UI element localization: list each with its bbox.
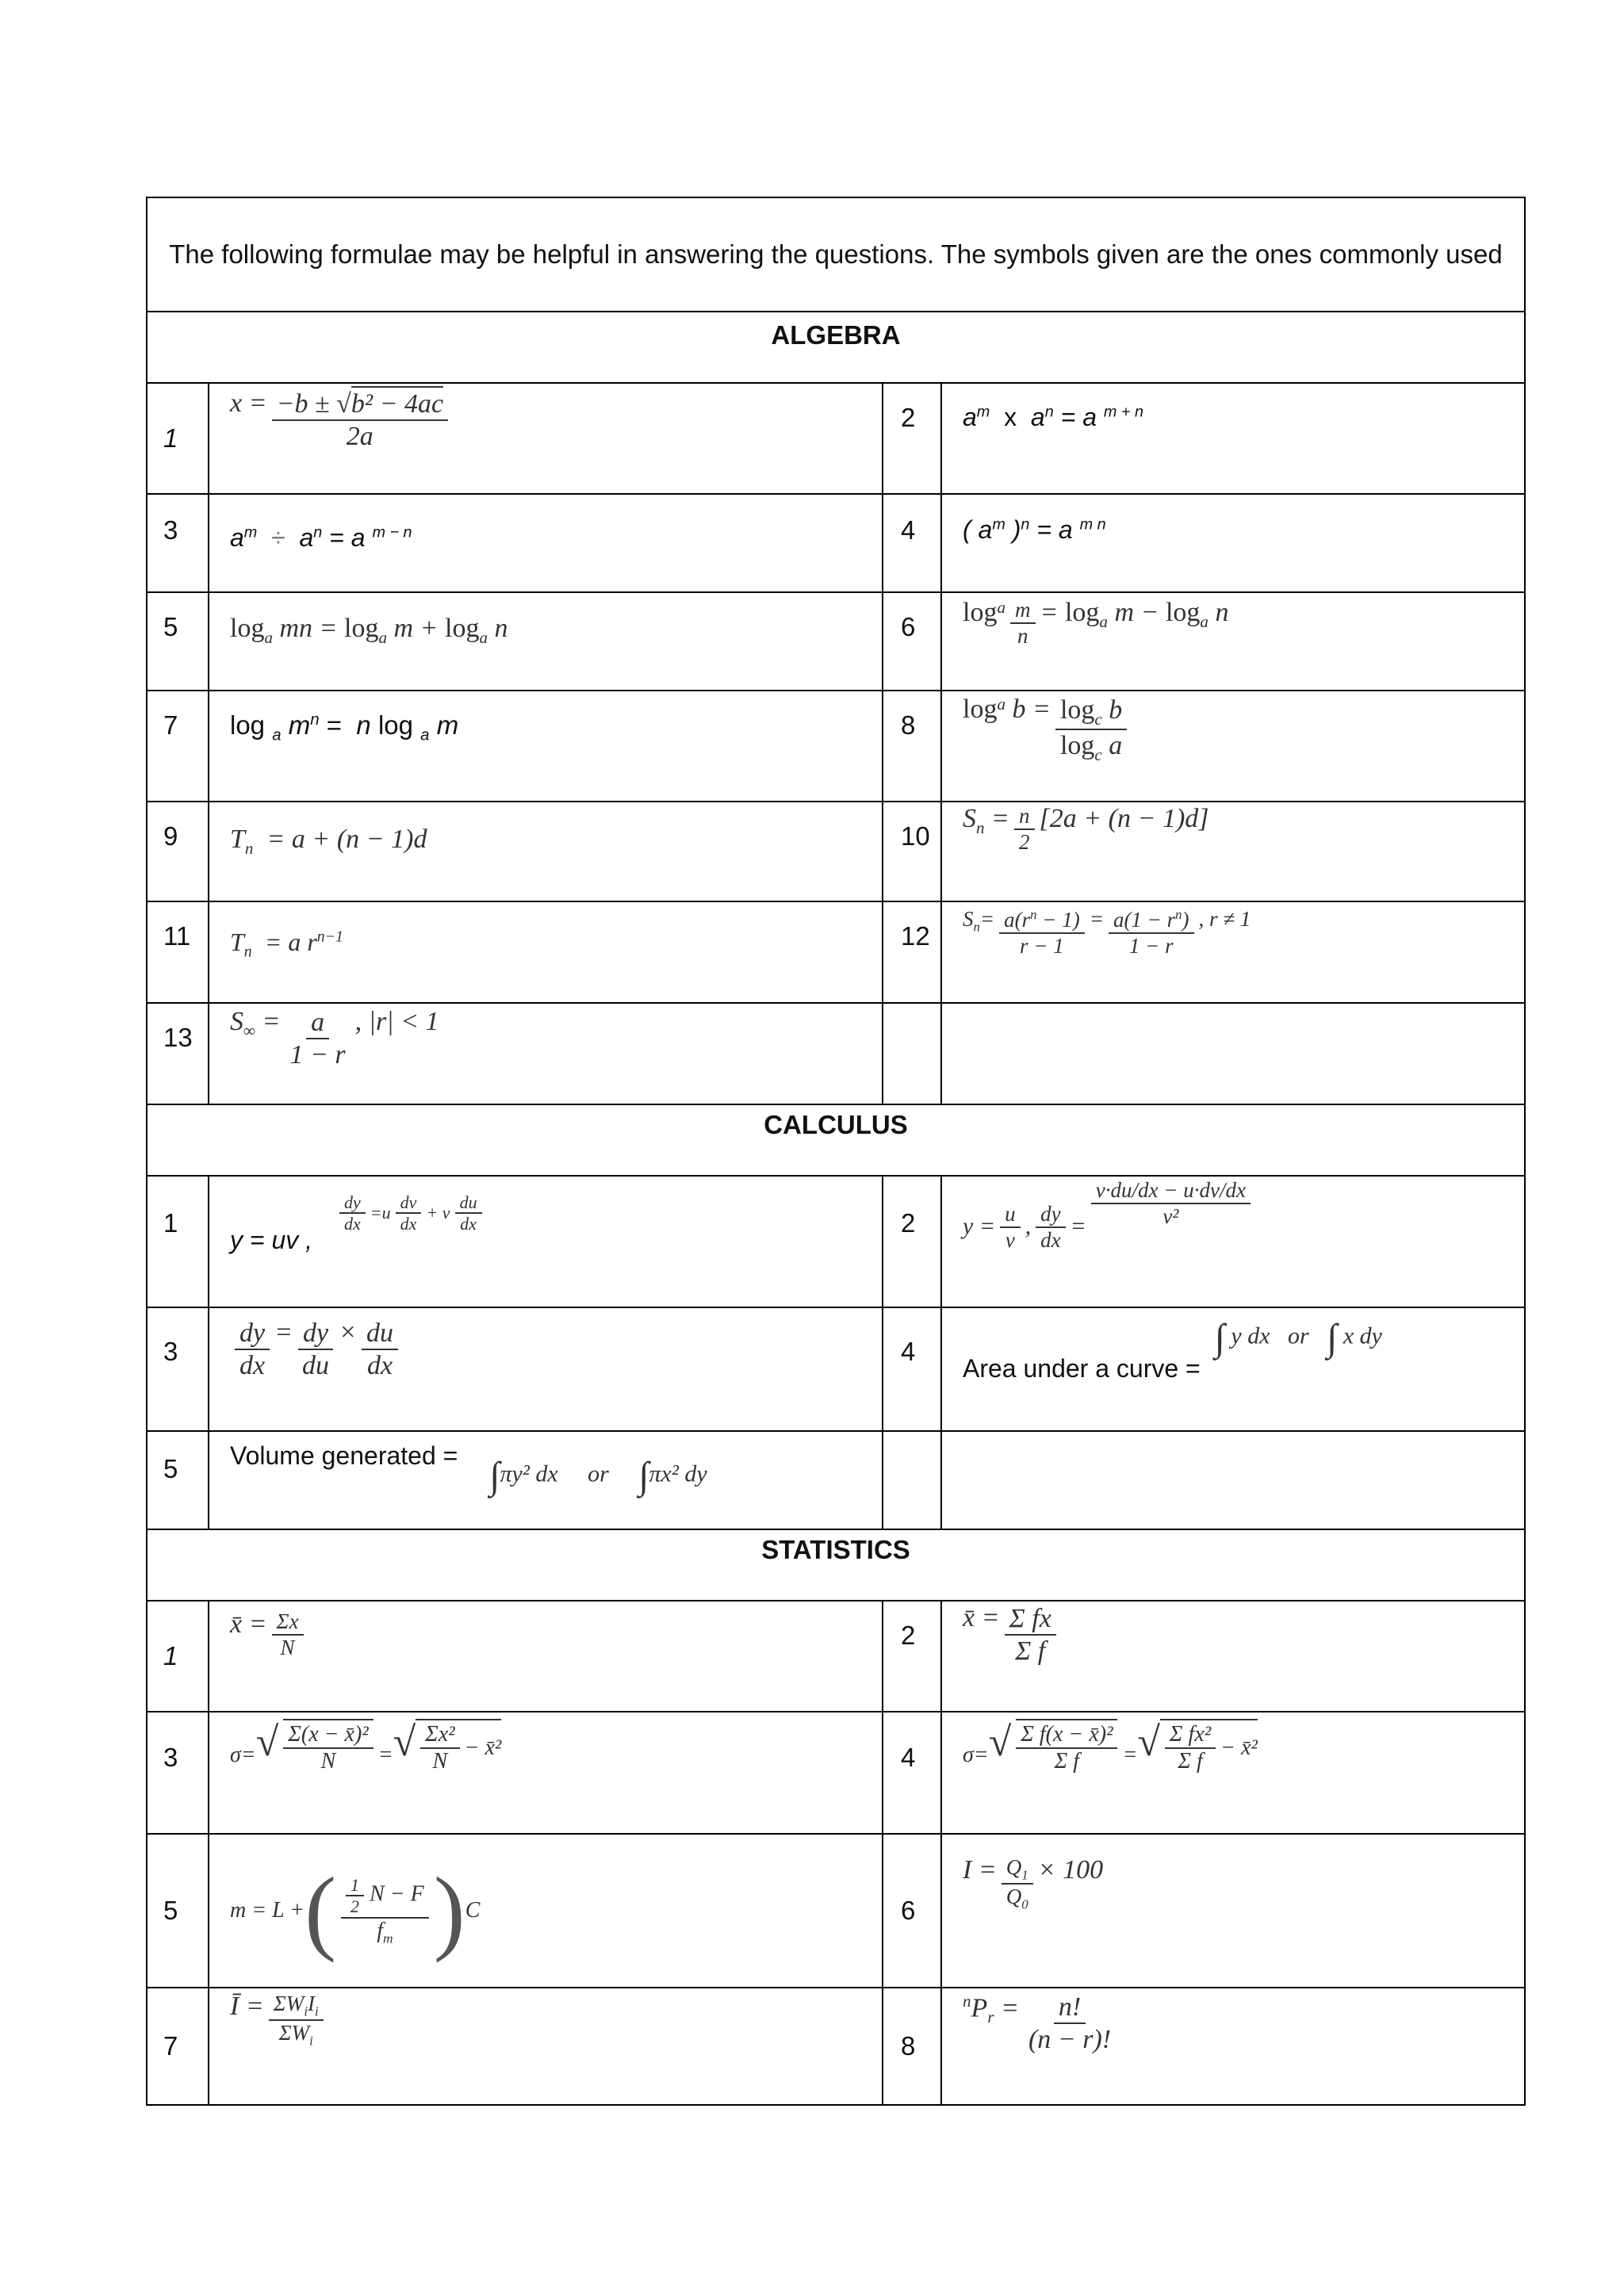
formula-index-product: $a^m$ x $a^n = a$ $^{m + n}$: [963, 403, 1144, 431]
section-heading-algebra: ALGEBRA: [771, 320, 901, 350]
section-heading-calculus: CALCULUS: [764, 1110, 908, 1139]
formula-number: 4: [901, 1743, 916, 1772]
formula-number: 7: [163, 710, 178, 740]
formula-number: 8: [901, 710, 916, 740]
formula-change-of-base: log a b = $\frac{\log_c b}{\log_c a}$: [942, 691, 1524, 801]
formula-log-product: $\log_a$ mn = $\log_a m + \log_a n$: [230, 614, 508, 647]
formula-standard-deviation: σ= √ $\frac{\text{Σ(x − x̄)²}}{N}$ = √ Σx² N − x̄²: [230, 1720, 502, 1774]
formula-number: 6: [901, 1896, 916, 1925]
formula-product-rule: y = uv , dy dx =u dv dx + v du dx: [209, 1177, 882, 1307]
formula-number: 11: [163, 921, 191, 951]
volume-label: Volume generated =: [230, 1441, 458, 1470]
section-heading-statistics: STATISTICS: [761, 1535, 910, 1564]
intro-text: The following formulae may be helpful in answering the questions. The symbols given are the ones commonly used: [169, 239, 1503, 269]
formula-ap-sum: $S_n$ = $\frac{n}{2}$ [2a + (n − 1)d]: [963, 804, 1209, 855]
formula-quadratic: x = $\frac{\text{−b ± √b² − 4ac}}{2a}$: [209, 384, 882, 493]
area-label: Area under a curve =: [963, 1354, 1201, 1383]
formula-permutation: $^nP_r$ = $\frac{n!}{(n - r)!}$: [963, 1992, 1112, 2055]
formula-gp-nth-term: $T_n = a$ $r^{n-1}$: [230, 928, 343, 961]
formula-number: 1: [163, 1641, 178, 1670]
formula-grouped-standard-deviation: σ= √ $\frac{\text{Σ f(x − x̄)²}}{\text{Σ f}}$ = √ Σ fx² Σ f − x̄²: [963, 1720, 1258, 1774]
formula-number: 12: [901, 921, 930, 951]
formula-ap-nth-term: $T_n = a + (n - 1)d$: [230, 825, 427, 858]
formula-chain-rule: dy dx = dy du × du dx: [209, 1308, 882, 1430]
formula-number: 3: [163, 515, 178, 545]
formula-number: 13: [163, 1023, 193, 1052]
formula-mean: x̄ = $\frac{\Sigma x}{N}$: [209, 1601, 882, 1711]
formula-number: 10: [901, 821, 930, 851]
formula-number: 2: [901, 403, 916, 432]
formula-volume-of-revolution: Volume generated = ∫πy² dx or ∫πx² dy: [230, 1441, 707, 1497]
formula-log-power: log $_a$ $m^n = n$ log $_a$ m: [230, 710, 459, 744]
formula-number: 3: [163, 1743, 178, 1772]
formula-index-quotient: $a^m \div a^n = a$ $^{m - n}$: [230, 523, 412, 552]
formula-sheet: [146, 197, 1526, 2106]
formula-number: 6: [901, 612, 916, 641]
formula-number: 9: [163, 821, 178, 851]
formula-number: 5: [163, 1896, 178, 1925]
formula-number: 4: [901, 515, 916, 545]
formula-price-index: I = $\frac{Q_1}{Q_0}$ × 100: [963, 1855, 1104, 1912]
formula-number: 5: [163, 1454, 178, 1483]
formula-log-quotient: log a $\frac{m}{n}$ = $\log_a m - \log_a n$: [963, 598, 1229, 649]
formula-number: 1: [163, 1208, 178, 1238]
formula-weighted-mean: x̄ = $\frac{\text{Σ fx}}{\text{Σ f}}$: [942, 1601, 1524, 1711]
formula-median: m = L + ( $\frac{1}{2}$ N − F $f_m$ ) C: [230, 1858, 481, 1963]
formula-number: 7: [163, 2031, 178, 2061]
formula-number: 2: [901, 1208, 916, 1238]
formula-gp-sum-infinity: $S_\infty$ = $\frac{a}{1 - r}$ , |r| < 1: [230, 1007, 439, 1070]
formula-index-power: ( $a^m$ )$^n$ = a $^{m n}$: [963, 515, 1106, 544]
formula-number: 2: [901, 1621, 916, 1650]
formula-number: 1: [163, 423, 178, 453]
formula-number: 8: [901, 2031, 916, 2061]
formula-gp-sum: $S_n=$ $\frac{a(r^n - 1)}{r - 1}$ = $\frac{a(1 - r^n)}{1 - r}$ , r ≠ 1: [963, 907, 1251, 959]
formula-quotient-rule: y = $\frac{u}{v}$ , $\frac{dy}{dx}$ = $\frac{v\cdot du/dx - u\cdot dv/dx}{\text{v²}}$: [942, 1177, 1524, 1307]
formula-area-under-curve: Area under a curve = ∫ y dx or ∫ x dy: [963, 1317, 1382, 1383]
formula-weighted-index: Ī = $\Sigma W_iI_i$ $\Sigma W_i$: [209, 1988, 882, 2104]
formula-number: 4: [901, 1337, 916, 1366]
formula-number: 3: [163, 1337, 178, 1366]
formula-number: 5: [163, 612, 178, 641]
